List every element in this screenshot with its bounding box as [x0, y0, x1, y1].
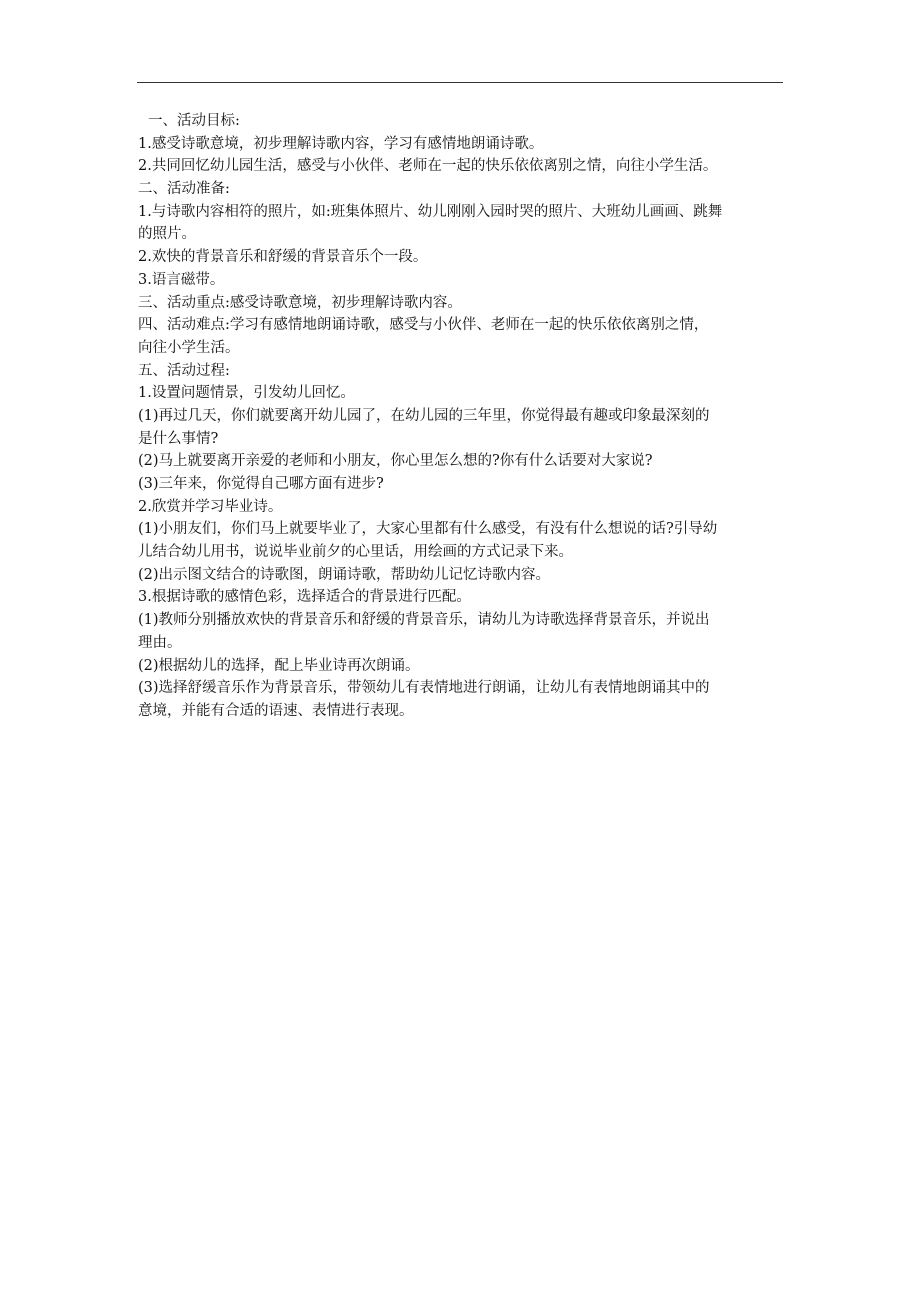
document-body	[138, 110, 783, 723]
section-heading-preparation: 二、活动准备:	[138, 181, 230, 198]
section-heading-process: 五、活动过程:	[138, 362, 230, 379]
text-line: (3)三年来，你觉得自己哪方面有进步?	[138, 476, 384, 492]
section-heading-difficulty: 四、活动难点:学习有感情地朗诵诗歌，感受与小伙伴、老师在一起的快乐依依离别之情，	[138, 317, 709, 334]
text-line: 1.感受诗歌意境，初步理解诗歌内容，学习有感情地朗诵诗歌。	[138, 135, 544, 152]
text-line: (2)根据幼儿的选择，配上毕业诗再次朗诵。	[138, 657, 420, 674]
header-rule	[137, 82, 783, 83]
text-line: 的照片。	[138, 226, 196, 243]
text-line: 意境，并能有合适的语速、表情进行表现。	[138, 702, 414, 719]
text-line: 是什么事情?	[138, 430, 219, 447]
text-line: 1.设置问题情景，引发幼儿回忆。	[138, 385, 355, 402]
text-line: 2.欣赏并学习毕业诗。	[138, 498, 283, 515]
text-line: 3.语言磁带。	[138, 271, 225, 288]
text-line: 理由。	[138, 634, 182, 651]
text-line: 2.共同回忆幼儿园生活，感受与小伙伴、老师在一起的快乐依依离别之情，向往小学生活。	[138, 158, 718, 175]
text-line: (2)马上就要离开亲爱的老师和小朋友，你心里怎么想的?你有什么话要对大家说?	[138, 453, 653, 470]
text-line: 儿结合幼儿用书，说说毕业前夕的心里话，用绘画的方式记录下来。	[138, 544, 573, 561]
text-line: 2.欢快的背景音乐和舒缓的背景音乐个一段。	[138, 249, 428, 266]
text-line: (2)出示图文结合的诗歌图，朗诵诗歌，帮助幼儿记忆诗歌内容。	[138, 566, 551, 583]
text-line: 1.与诗歌内容相符的照片，如:班集体照片、幼儿刚刚入园时哭的照片、大班幼儿画画、跳舞	[138, 203, 723, 220]
text-line: (1)教师分别播放欢快的背景音乐和舒缓的背景音乐，请幼儿为诗歌选择背景音乐，并说出	[138, 612, 710, 629]
text-line: 3.根据诗歌的感情色彩，选择适合的背景进行匹配。	[138, 589, 471, 606]
section-heading-focus: 三、活动重点:感受诗歌意境，初步理解诗歌内容。	[138, 294, 462, 311]
text-line: (1)再过几天，你们就要离开幼儿园了，在幼儿园的三年里，你觉得最有趣或印象最深刻的	[138, 407, 710, 424]
section-heading-goals: 一、活动目标:	[148, 113, 240, 129]
text-line: 向往小学生活。	[138, 339, 240, 356]
text-line: (1)小朋友们，你们马上就要毕业了，大家心里都有什么感受，有没有什么想说的话?引导幼	[138, 521, 718, 538]
text-line: (3)选择舒缓音乐作为背景音乐，带领幼儿有表情地进行朗诵，让幼儿有表情地朗诵其中的	[138, 680, 710, 697]
